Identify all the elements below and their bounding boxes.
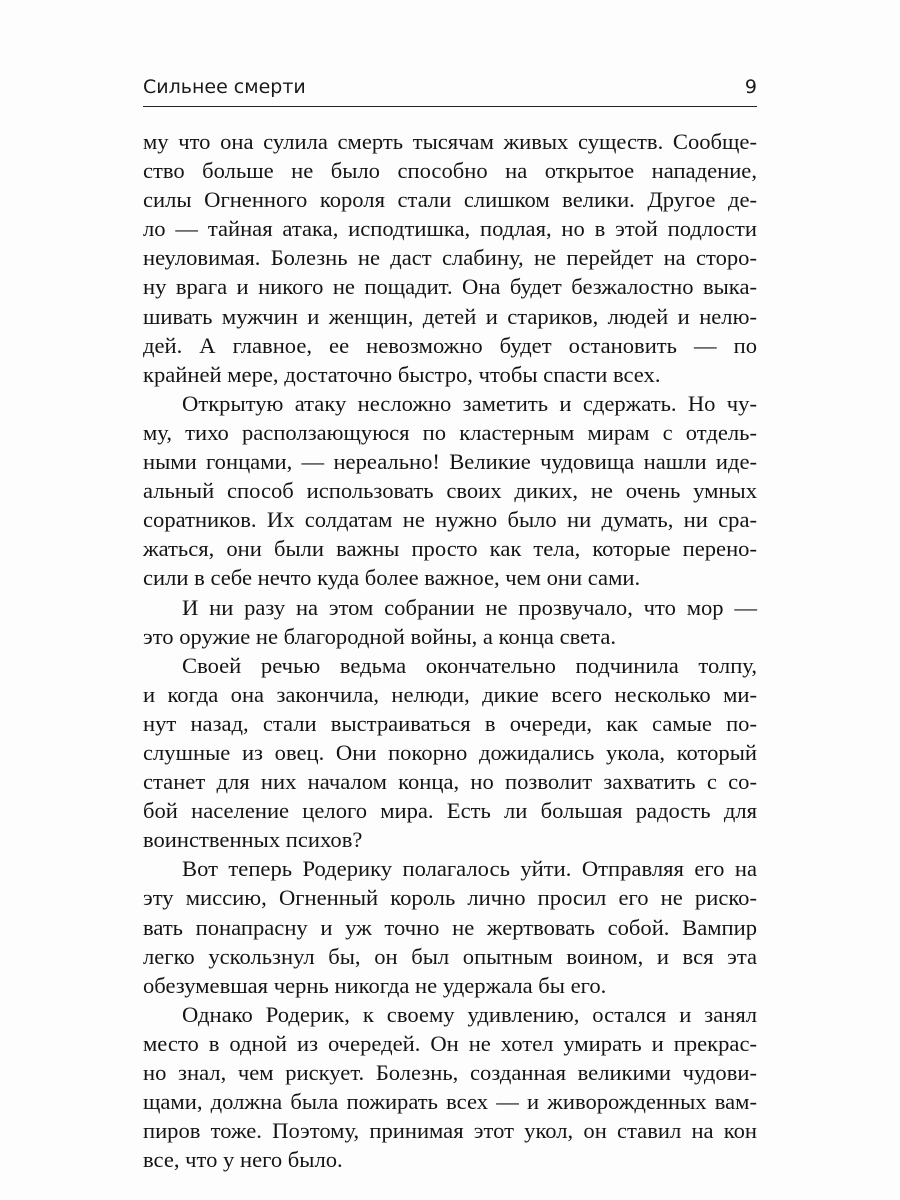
paragraph xyxy=(143,389,757,593)
text-line: но знал, чем рискует. Болезнь, созданная великими чудови- xyxy=(143,1060,757,1085)
text-line: слушные из овец. Они покорно дожидались укола, который xyxy=(143,739,757,765)
paragraph xyxy=(143,127,757,389)
text-line: место в одной из очередей. Он не хотел умирать и прекрас- xyxy=(143,1030,757,1056)
text-line: альный способ использовать своих диких, не очень умных xyxy=(143,478,757,504)
header-rule xyxy=(143,106,757,107)
text-line: щами, должна была пожирать всех — и живорожденных вам- xyxy=(143,1089,757,1115)
text-line: И ни разу на этом собрании не прозвучало, что мор — xyxy=(182,594,757,620)
text-line: бой население целого мира. Есть ли большая радость для xyxy=(143,798,757,824)
text-line: Однако Родерик, к своему удивлению, остался и занял xyxy=(182,1001,757,1027)
text-line: ными гонцами, — нереально! Великие чудовища нашли иде- xyxy=(143,449,757,475)
text-line: ло — тайная атака, исподтишка, подлая, но в этой подлости xyxy=(143,216,757,242)
text-line: и когда она закончила, нелюди, дикие всего несколько ми- xyxy=(143,681,757,707)
text-line: эту миссию, Огненный король лично просил его не риско- xyxy=(143,885,757,911)
text-line: сили в себе нечто куда более важное, чем они сами. xyxy=(143,565,641,591)
text-line: пиров тоже. Поэтому, принимая этот укол, он ставил на кон xyxy=(143,1118,757,1144)
text-line: ну врага и никого не пощадит. Она будет безжалостно выка- xyxy=(143,274,757,300)
text-line: Своей речью ведьма окончательно подчинила толпу, xyxy=(182,652,757,678)
text-line: крайней мере, достаточно быстро, чтобы спасти всех. xyxy=(143,361,661,387)
text-line: жаться, они были важны просто как тела, которые перено- xyxy=(143,536,757,562)
text-line: станет для них началом конца, но позволит захватить с со- xyxy=(143,769,757,795)
text-line: неуловимая. Болезнь не даст слабину, не перейдет на сторо- xyxy=(143,245,757,271)
text-line: это оружие не благородной войны, а конца света. xyxy=(143,623,617,649)
text-line: вать понапрасну и уж точно не жертвовать собой. Вампир xyxy=(143,914,757,940)
text-line: легко ускользнул бы, он был опытным воином, и вся эта xyxy=(143,943,757,969)
running-head-title: Сильнее смерти xyxy=(143,76,306,98)
text-line: все, что у него было. xyxy=(143,1147,343,1173)
running-head xyxy=(143,74,757,104)
paragraph xyxy=(143,593,757,651)
paragraph xyxy=(143,651,757,855)
text-line: му что она сулила смерть тысячам живых существ. Сообще- xyxy=(143,129,757,154)
text-line: обезумевшая чернь никогда не удержала бы его. xyxy=(143,972,607,998)
paragraph xyxy=(143,1000,757,1175)
text-line: ство больше не было способно на открытое нападение, xyxy=(143,158,757,184)
text-line: му, тихо расползающуюся по кластерным мирам с отдель- xyxy=(143,419,757,445)
text-line: Открытую атаку несложно заметить и сдержать. Но чу- xyxy=(182,390,757,416)
text-line: Вот теперь Родерику полагалось уйти. Отправляя его на xyxy=(182,856,757,882)
text-line: соратников. Их солдатам не нужно было ни думать, ни сра- xyxy=(143,507,757,533)
paragraph xyxy=(143,854,757,999)
text-line: шивать мужчин и женщин, детей и стариков, людей и нелю- xyxy=(143,303,757,329)
page-number: 9 xyxy=(744,76,757,98)
text-line: дей. А главное, ее невозможно будет остановить — по xyxy=(143,332,757,358)
body-text xyxy=(143,127,757,1174)
text-line: силы Огненного короля стали слишком велики. Другое де- xyxy=(143,187,757,213)
text-line: воинственных психов? xyxy=(143,827,363,853)
text-line: нут назад, стали выстраиваться в очереди, как самые по- xyxy=(143,710,757,736)
